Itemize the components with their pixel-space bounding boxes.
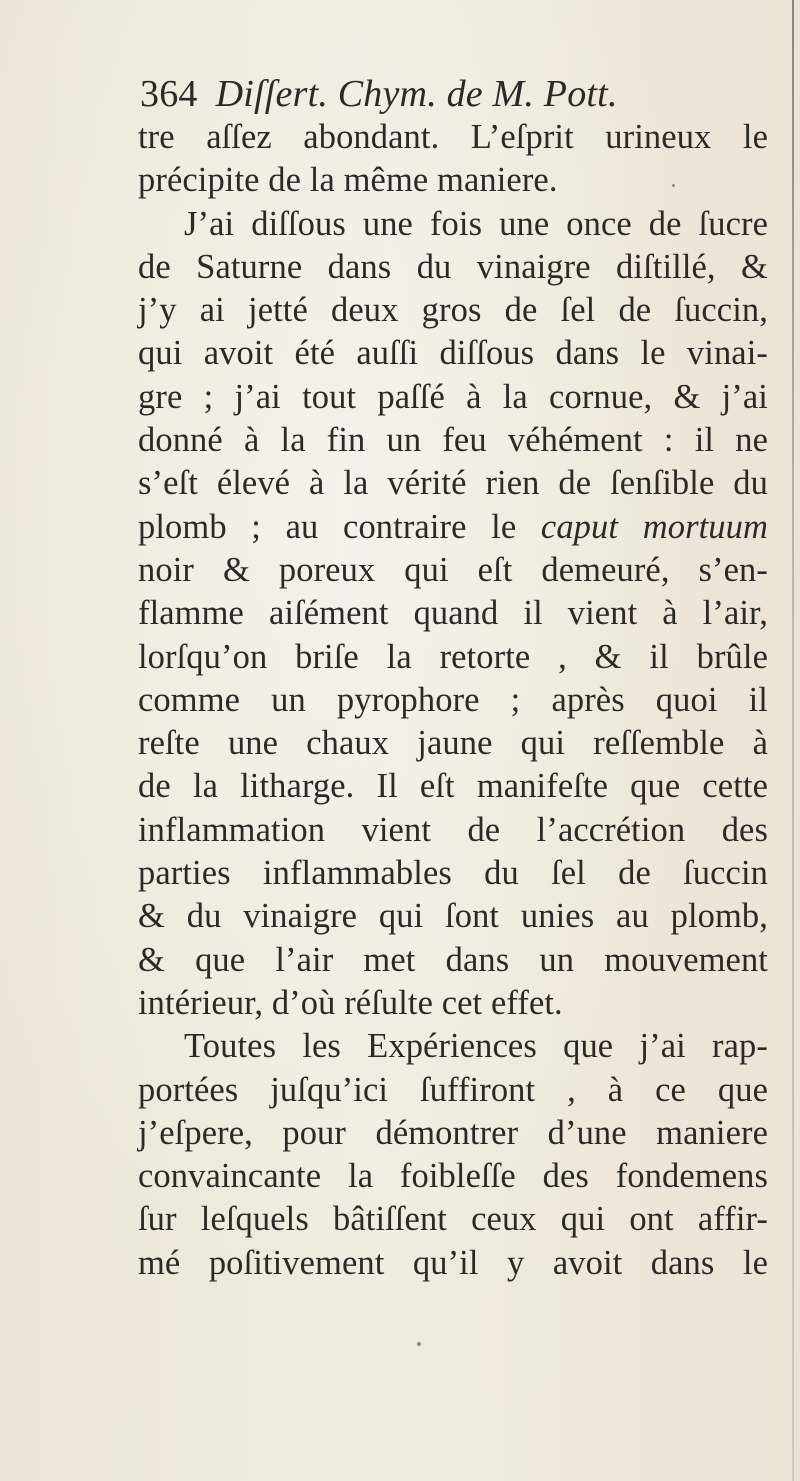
text-line: convaincante la foibleſſe des fondemens: [138, 1157, 768, 1196]
running-header: [140, 72, 618, 116]
text-line: J’ai diſſous une fois une once de ſucre: [184, 204, 768, 243]
running-title: Diſſert. Chym. de M. Pott.: [215, 73, 618, 115]
text-line-with-italic: [138, 506, 768, 549]
text-line: s’eſt élevé à la vérité rien de ſenſible du: [138, 464, 768, 503]
text-line: flamme aiſément quand il vient à l’air,: [138, 594, 768, 633]
body-text: [138, 116, 768, 1285]
text-line: tre aſſez abondant. L’eſprit urineux le: [138, 118, 768, 156]
text-line: lorſqu’on briſe la retorte , & il brûle: [138, 637, 768, 676]
text-line: intérieur, d’où réſulte cet effet.: [138, 983, 563, 1022]
paper-speck: [417, 1342, 421, 1346]
text-line: noir & poreux qui eſt demeuré, s’en-: [138, 550, 768, 589]
text-line: comme un pyrophore ; après quoi il: [138, 680, 768, 719]
text-line: & du vinaigre qui ſont unies au plomb,: [138, 897, 768, 936]
text-line: Toutes les Expériences que j’ai rap-: [184, 1027, 768, 1066]
text-line: inflammation vient de l’accrétion des: [138, 810, 768, 849]
text-line: parties inflammables du ſel de ſuccin: [138, 854, 768, 893]
text-line: & que l’air met dans un mouvement: [138, 940, 768, 979]
text-line: qui avoit été auſſi diſſous dans le vinai-: [138, 334, 768, 373]
text-line: précipite de la même maniere.: [138, 161, 558, 200]
page-edge: [792, 0, 794, 1481]
text-line: donné à la fin un feu véhément : il ne: [138, 421, 768, 460]
page-number: 364: [140, 73, 198, 115]
text-segment: plomb ; au contraire le: [138, 507, 541, 546]
text-line: j’y ai jetté deux gros de ſel de ſuccin,: [138, 291, 768, 330]
paper-speck: [672, 184, 675, 187]
text-line: j’eſpere, pour démontrer d’une maniere: [138, 1113, 768, 1152]
text-line: portées juſqu’ici ſuffiront , à ce que: [138, 1070, 768, 1109]
text-line: ſur leſquels bâtiſſent ceux qui ont affir-: [138, 1200, 768, 1239]
text-line: gre ; j’ai tout paſſé à la cornue, & j’ai: [138, 377, 768, 416]
italic-phrase: caput mortuum: [540, 507, 769, 546]
text-line: de la litharge. Il eſt manifeſte que cette: [138, 767, 768, 806]
text-line: de Saturne dans du vinaigre diſtillé, &: [138, 247, 768, 286]
text-line: reſte une chaux jaune qui reſſemble à: [138, 724, 768, 763]
text-line: mé poſitivement qu’il y avoit dans le: [138, 1243, 768, 1282]
